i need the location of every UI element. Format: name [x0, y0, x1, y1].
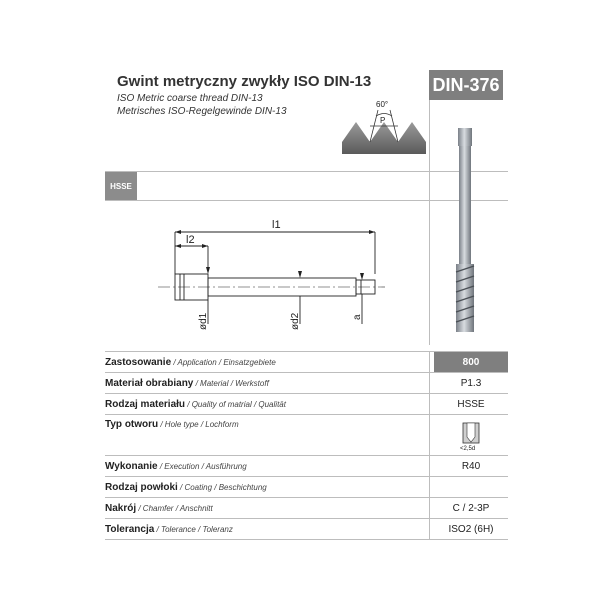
- subtitle-german: Metrisches ISO-Regelgewinde DIN-13: [117, 106, 287, 117]
- thread-angle-label: 60°: [376, 100, 389, 109]
- spec-value: P1.3: [460, 377, 482, 389]
- tap-technical-drawing: [150, 212, 390, 342]
- dim-d1-label: ød1: [198, 312, 209, 330]
- divider: [105, 171, 508, 172]
- thread-pitch-label: P: [380, 116, 386, 125]
- material-tag: HSSE: [105, 172, 137, 200]
- thread-profile-icon: [338, 96, 430, 158]
- spec-value: C / 2-3P: [452, 502, 490, 514]
- standard-badge: DIN-376: [429, 70, 503, 100]
- divider: [105, 539, 508, 540]
- spec-row-hole-type: Typ otworu / Hole type / Lochform <2,5d: [105, 415, 508, 459]
- divider: [429, 100, 430, 345]
- page-title: Gwint metryczny zwykły ISO DIN-13: [117, 73, 372, 90]
- divider: [105, 200, 508, 201]
- tap-tool-image: [452, 126, 480, 336]
- spec-row-material: Materiał obrabiany / Material / Werkstoff P1.3: [105, 373, 508, 393]
- subtitle-english: ISO Metric coarse thread DIN-13: [117, 93, 263, 104]
- dim-a-label: a: [352, 314, 363, 320]
- spec-row-tolerance: Tolerancja / Tolerance / Toleranz ISO2 (6H): [105, 519, 508, 539]
- dim-d2-label: ød2: [290, 312, 301, 330]
- spec-row-coating: Rodzaj powłoki / Coating / Beschichtung: [105, 481, 267, 493]
- spec-value: 800: [434, 352, 508, 372]
- spec-value: ISO2 (6H): [448, 523, 494, 535]
- dim-l2-label: l2: [186, 234, 195, 246]
- spec-value: R40: [461, 460, 481, 472]
- spec-row-application: Zastosowanie / Application / Einsatzgebiete 800: [105, 352, 508, 372]
- spec-value: HSSE: [457, 398, 485, 410]
- spec-row-quality: Rodzaj materiału / Quality of matrial / Qualität HSSE: [105, 394, 508, 414]
- blind-hole-icon: [458, 421, 484, 447]
- spec-row-execution: Wykonanie / Execution / Ausführung R40: [105, 456, 508, 476]
- dim-l1-label: l1: [272, 219, 281, 231]
- hole-depth-label: <2,5d: [460, 446, 476, 452]
- divider: [429, 352, 430, 539]
- spec-row-chamfer: Nakrój / Chamfer / Anschnitt C / 2-3P: [105, 498, 508, 518]
